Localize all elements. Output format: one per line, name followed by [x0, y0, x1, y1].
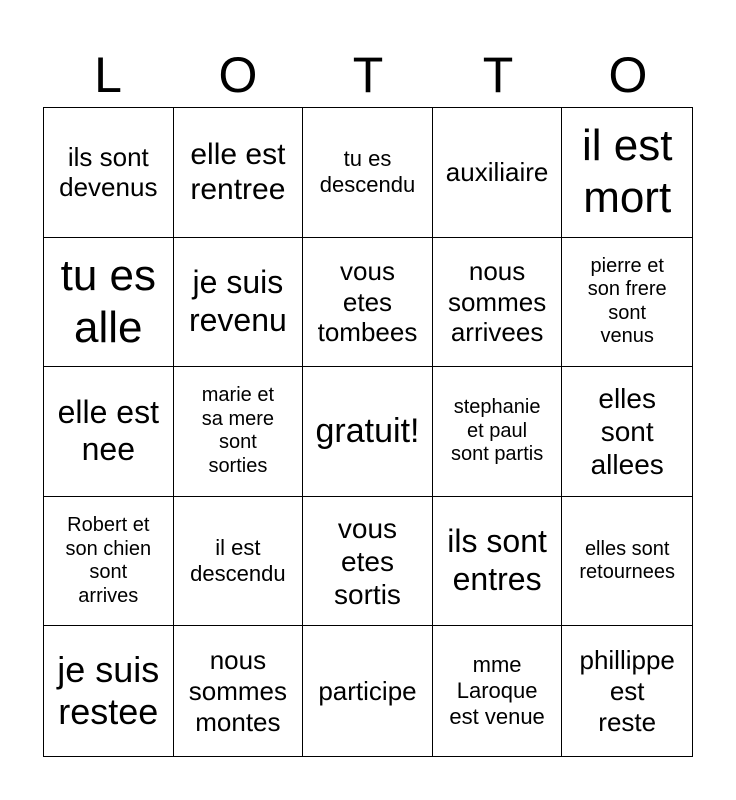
header-letter: O — [608, 47, 648, 103]
board-cell[interactable]: elles sont allees — [562, 367, 692, 497]
header-letter: L — [94, 47, 122, 103]
board-cell[interactable]: auxiliaire — [433, 108, 563, 238]
board-cell[interactable]: phillippe est reste — [579, 645, 675, 737]
board-cell[interactable]: ils sont devenus — [44, 108, 174, 238]
header-letter: O — [218, 47, 258, 103]
header-letter: T — [352, 47, 384, 103]
board-cell[interactable]: elle est rentree — [174, 108, 304, 238]
board-cell[interactable]: nous sommes arrivees — [433, 238, 563, 368]
header-letter: T — [482, 47, 514, 103]
board-cell[interactable]: tu es descendu — [303, 108, 433, 238]
board-cell[interactable]: mme Laroque est venue — [433, 626, 563, 756]
board-cell[interactable]: je suis revenu — [174, 238, 304, 368]
board-cell[interactable]: je suis restee — [44, 626, 174, 756]
board-cell[interactable]: pierre et son frere sont venus — [562, 238, 692, 368]
board-cell[interactable]: tu es alle — [44, 238, 174, 368]
board-cell[interactable]: marie et sa mere sont sorties — [174, 367, 304, 497]
board-cell[interactable]: nous sommes montes — [174, 626, 304, 756]
board-cell[interactable]: gratuit! — [303, 367, 433, 497]
board-cell[interactable]: vous etes tombees — [303, 238, 433, 368]
board-cell[interactable]: elle est nee — [44, 367, 174, 497]
lotto-board — [43, 107, 693, 757]
board-cell[interactable]: il est descendu — [174, 497, 304, 627]
board-cell[interactable]: stephanie et paul sont partis — [433, 367, 563, 497]
lotto-header — [43, 45, 693, 105]
board-cell[interactable]: elles sont retournees — [562, 497, 692, 627]
board-cell[interactable]: Robert et son chien sont arrives — [44, 497, 174, 627]
board-cell[interactable]: vous etes sortis — [303, 497, 433, 627]
board-cell[interactable]: participe — [303, 626, 433, 756]
board-cell[interactable]: ils sont entres — [433, 497, 563, 627]
board-cell[interactable]: il est mort — [562, 108, 692, 238]
